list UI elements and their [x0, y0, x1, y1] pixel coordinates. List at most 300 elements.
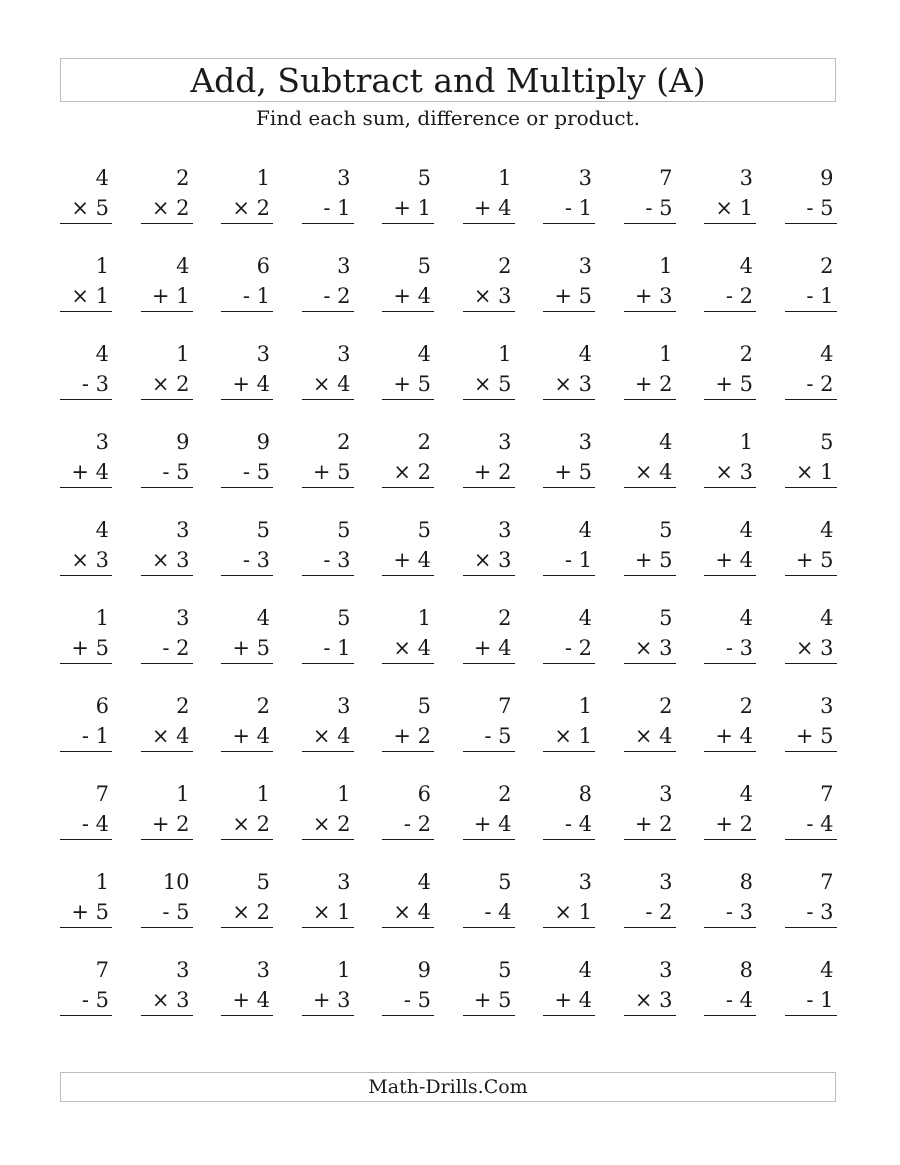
problem-top-number: 4 — [95, 518, 109, 542]
problem-top-number: 3 — [337, 342, 351, 366]
problem-top-number: 4 — [417, 870, 431, 894]
answer-line — [382, 751, 434, 752]
problem-operator-number: × 1 — [554, 900, 592, 924]
problem-top-number: 5 — [417, 254, 431, 278]
problem — [624, 782, 676, 846]
problem — [543, 870, 595, 934]
problem-top-number: 3 — [337, 166, 351, 190]
answer-line — [463, 839, 515, 840]
answer-line — [543, 223, 595, 224]
problem — [704, 958, 756, 1022]
answer-line — [141, 663, 193, 664]
problem-top-number: 5 — [498, 958, 512, 982]
problem-operator-number: × 1 — [795, 460, 834, 484]
answer-line — [463, 927, 515, 928]
answer-line — [463, 399, 515, 400]
problem-operator-number: - 4 — [81, 812, 109, 836]
problem — [141, 342, 193, 406]
problem — [463, 782, 515, 846]
problem-operator-number: - 2 — [806, 372, 834, 396]
problem — [543, 958, 595, 1022]
answer-line — [302, 311, 354, 312]
answer-line — [302, 487, 354, 488]
problem — [60, 342, 112, 406]
problem-top-number: 3 — [578, 430, 592, 454]
problem — [624, 694, 676, 758]
problem-operator-number: + 5 — [232, 636, 270, 660]
problem — [221, 958, 273, 1022]
problem — [785, 694, 837, 758]
problem-operator-number: + 4 — [393, 548, 431, 572]
problem — [382, 518, 434, 582]
answer-line — [60, 1015, 112, 1016]
problem-top-number: 4 — [578, 958, 592, 982]
answer-line — [302, 663, 354, 664]
answer-line — [704, 751, 756, 752]
problem-operator-number: - 1 — [242, 284, 270, 308]
problem — [543, 166, 595, 230]
problem — [221, 166, 273, 230]
problem — [463, 606, 515, 670]
answer-line — [463, 663, 515, 664]
answer-line — [382, 399, 434, 400]
problem — [60, 782, 112, 846]
problem-operator-number: × 3 — [795, 636, 834, 660]
problem — [60, 958, 112, 1022]
problem — [785, 870, 837, 934]
problem-top-number: 5 — [820, 430, 834, 454]
answer-line — [543, 1015, 595, 1016]
problem — [382, 606, 434, 670]
problem-top-number: 2 — [820, 254, 834, 278]
problem-top-number: 2 — [337, 430, 351, 454]
problem-top-number: 1 — [256, 782, 270, 806]
answer-line — [463, 223, 515, 224]
problem — [302, 254, 354, 318]
problem — [785, 518, 837, 582]
answer-line — [382, 663, 434, 664]
problem-top-number: 4 — [578, 606, 592, 630]
problem-top-number: 1 — [659, 254, 673, 278]
problem — [60, 606, 112, 670]
problem-top-number: 7 — [498, 694, 512, 718]
answer-line — [785, 575, 837, 576]
problem-top-number: 5 — [498, 870, 512, 894]
problem-top-number: 4 — [739, 606, 753, 630]
problem-top-number: 6 — [417, 782, 431, 806]
problem-operator-number: - 3 — [725, 900, 753, 924]
problem-operator-number: + 5 — [715, 372, 753, 396]
problem-operator-number: - 3 — [323, 548, 351, 572]
problem-top-number: 4 — [820, 342, 834, 366]
problem-top-number: 4 — [820, 606, 834, 630]
problem-top-number: 9 — [417, 958, 431, 982]
problem-top-number: 2 — [739, 342, 753, 366]
problem-top-number: 7 — [820, 782, 834, 806]
answer-line — [382, 311, 434, 312]
problem-top-number: 7 — [820, 870, 834, 894]
problem-top-number: 5 — [256, 870, 270, 894]
problem — [704, 870, 756, 934]
problem — [543, 782, 595, 846]
problem-operator-number: - 5 — [484, 724, 512, 748]
problem — [302, 518, 354, 582]
problem — [382, 166, 434, 230]
answer-line — [624, 839, 676, 840]
problem-top-number: 9 — [176, 430, 190, 454]
problem-top-number: 4 — [820, 958, 834, 982]
answer-line — [624, 311, 676, 312]
problem-top-number: 5 — [659, 518, 673, 542]
problem-operator-number: + 5 — [71, 900, 109, 924]
problem-top-number: 1 — [95, 606, 109, 630]
problem — [302, 782, 354, 846]
answer-line — [221, 663, 273, 664]
problem-top-number: 3 — [337, 254, 351, 278]
problem-top-number: 3 — [176, 606, 190, 630]
problem — [221, 606, 273, 670]
answer-line — [221, 575, 273, 576]
problem-operator-number: × 3 — [715, 460, 753, 484]
problem-top-number: 8 — [578, 782, 592, 806]
problem-operator-number: - 4 — [806, 812, 834, 836]
problem-top-number: 3 — [739, 166, 753, 190]
problem-operator-number: + 2 — [393, 724, 431, 748]
problem-top-number: 2 — [659, 694, 673, 718]
problem — [221, 782, 273, 846]
problem — [704, 166, 756, 230]
problem — [785, 782, 837, 846]
problem-operator-number: × 2 — [151, 196, 190, 220]
problem — [302, 166, 354, 230]
answer-line — [382, 1015, 434, 1016]
problem-top-number: 5 — [417, 518, 431, 542]
problem — [141, 166, 193, 230]
answer-line — [141, 223, 193, 224]
problem — [60, 518, 112, 582]
answer-line — [302, 927, 354, 928]
problem-operator-number: × 1 — [715, 196, 753, 220]
problem-operator-number: - 1 — [81, 724, 109, 748]
problem — [302, 606, 354, 670]
problem-operator-number: - 1 — [564, 548, 592, 572]
problem-top-number: 7 — [95, 782, 109, 806]
problem — [60, 254, 112, 318]
problem-top-number: 4 — [739, 782, 753, 806]
problem-operator-number: + 2 — [151, 812, 190, 836]
problem-top-number: 3 — [659, 870, 673, 894]
problem — [624, 254, 676, 318]
problem-operator-number: - 1 — [323, 196, 351, 220]
problem-top-number: 1 — [176, 782, 190, 806]
answer-line — [785, 663, 837, 664]
answer-line — [221, 399, 273, 400]
problem-operator-number: × 4 — [393, 900, 431, 924]
answer-line — [543, 927, 595, 928]
problem — [463, 518, 515, 582]
answer-line — [302, 399, 354, 400]
problem — [543, 694, 595, 758]
problem-operator-number: × 3 — [71, 548, 109, 572]
answer-line — [543, 487, 595, 488]
problem-top-number: 5 — [417, 694, 431, 718]
answer-line — [785, 399, 837, 400]
answer-line — [785, 487, 837, 488]
answer-line — [60, 487, 112, 488]
problem-top-number: 4 — [578, 342, 592, 366]
answer-line — [624, 663, 676, 664]
problem — [624, 430, 676, 494]
problem-top-number: 4 — [659, 430, 673, 454]
problem-operator-number: - 3 — [81, 372, 109, 396]
problem-operator-number: - 3 — [725, 636, 753, 660]
answer-line — [302, 751, 354, 752]
problem-operator-number: + 1 — [151, 284, 190, 308]
answer-line — [221, 927, 273, 928]
problem-top-number: 1 — [95, 870, 109, 894]
worksheet-instructions: Find each sum, difference or product. — [256, 106, 640, 130]
problem-top-number: 4 — [95, 166, 109, 190]
problem-top-number: 6 — [95, 694, 109, 718]
problem — [463, 254, 515, 318]
answer-line — [60, 839, 112, 840]
problem-operator-number: + 5 — [312, 460, 351, 484]
footer-site: Math-Drills.Com — [368, 1076, 528, 1098]
problem — [785, 166, 837, 230]
problem — [463, 166, 515, 230]
problem-operator-number: - 5 — [81, 988, 109, 1012]
problem-top-number: 3 — [498, 518, 512, 542]
problem-operator-number: - 1 — [323, 636, 351, 660]
problem — [302, 342, 354, 406]
answer-line — [221, 751, 273, 752]
answer-line — [141, 487, 193, 488]
answer-line — [221, 1015, 273, 1016]
problem-top-number: 2 — [417, 430, 431, 454]
problem-top-number: 2 — [739, 694, 753, 718]
problem — [60, 430, 112, 494]
answer-line — [221, 839, 273, 840]
problem-operator-number: + 4 — [232, 724, 270, 748]
answer-line — [382, 223, 434, 224]
problem-operator-number: × 3 — [151, 548, 190, 572]
problem-operator-number: - 2 — [162, 636, 190, 660]
problem-operator-number: + 5 — [554, 460, 592, 484]
problem — [704, 254, 756, 318]
problem — [704, 606, 756, 670]
problem-top-number: 1 — [95, 254, 109, 278]
answer-line — [221, 223, 273, 224]
problem-operator-number: + 5 — [795, 724, 834, 748]
problem-top-number: 3 — [337, 870, 351, 894]
problem-top-number: 1 — [578, 694, 592, 718]
problem-top-number: 2 — [256, 694, 270, 718]
problem-top-number: 4 — [739, 254, 753, 278]
problem — [624, 606, 676, 670]
answer-line — [624, 487, 676, 488]
problem-top-number: 5 — [659, 606, 673, 630]
problem-top-number: 7 — [659, 166, 673, 190]
problem — [382, 694, 434, 758]
problem-operator-number: - 3 — [242, 548, 270, 572]
problem — [382, 870, 434, 934]
answer-line — [543, 311, 595, 312]
problem — [785, 342, 837, 406]
answer-line — [60, 663, 112, 664]
problem-operator-number: × 1 — [71, 284, 109, 308]
problem — [141, 254, 193, 318]
problem-operator-number: × 4 — [312, 372, 351, 396]
problem-top-number: 7 — [95, 958, 109, 982]
problem-operator-number: × 3 — [554, 372, 592, 396]
answer-line — [704, 1015, 756, 1016]
problem-top-number: 5 — [256, 518, 270, 542]
answer-line — [463, 575, 515, 576]
answer-line — [60, 575, 112, 576]
problem-operator-number: - 1 — [806, 284, 834, 308]
answer-line — [463, 1015, 515, 1016]
problem — [221, 518, 273, 582]
problem-top-number: 4 — [256, 606, 270, 630]
problem — [463, 342, 515, 406]
answer-line — [302, 1015, 354, 1016]
answer-line — [704, 311, 756, 312]
problem-operator-number: - 4 — [564, 812, 592, 836]
problem-operator-number: + 5 — [634, 548, 673, 572]
problem-operator-number: + 4 — [473, 196, 512, 220]
problem-top-number: 4 — [739, 518, 753, 542]
problem — [221, 694, 273, 758]
problem-top-number: 1 — [498, 166, 512, 190]
problem-top-number: 3 — [256, 958, 270, 982]
problem — [302, 430, 354, 494]
problem-operator-number: - 3 — [806, 900, 834, 924]
problem-top-number: 3 — [820, 694, 834, 718]
answer-line — [141, 751, 193, 752]
problem-operator-number: - 5 — [403, 988, 431, 1012]
answer-line — [141, 311, 193, 312]
problem-operator-number: × 4 — [393, 636, 431, 660]
problem-operator-number: × 2 — [232, 900, 270, 924]
answer-line — [785, 927, 837, 928]
problem — [382, 254, 434, 318]
problem-top-number: 3 — [659, 958, 673, 982]
problem-operator-number: + 2 — [634, 372, 673, 396]
problem-operator-number: - 5 — [242, 460, 270, 484]
answer-line — [302, 839, 354, 840]
problem — [382, 958, 434, 1022]
problem-operator-number: × 2 — [232, 812, 270, 836]
problem-operator-number: + 5 — [473, 988, 512, 1012]
answer-line — [60, 311, 112, 312]
answer-line — [785, 839, 837, 840]
problem-operator-number: + 5 — [71, 636, 109, 660]
problem-operator-number: × 2 — [312, 812, 351, 836]
answer-line — [302, 575, 354, 576]
footer-box — [60, 1072, 836, 1102]
answer-line — [704, 399, 756, 400]
problem-operator-number: - 5 — [645, 196, 673, 220]
problem — [382, 430, 434, 494]
problem-top-number: 3 — [578, 166, 592, 190]
problem-operator-number: + 5 — [795, 548, 834, 572]
problem-top-number: 3 — [176, 518, 190, 542]
answer-line — [382, 927, 434, 928]
problem — [382, 342, 434, 406]
problem-top-number: 3 — [256, 342, 270, 366]
problem-operator-number: + 4 — [393, 284, 431, 308]
problem-operator-number: - 2 — [725, 284, 753, 308]
problem-operator-number: - 5 — [806, 196, 834, 220]
problem — [221, 870, 273, 934]
answer-line — [543, 399, 595, 400]
answer-line — [463, 311, 515, 312]
answer-line — [141, 927, 193, 928]
answer-line — [382, 575, 434, 576]
problem-operator-number: × 4 — [312, 724, 351, 748]
problem-operator-number: + 4 — [715, 548, 753, 572]
problem-operator-number: × 2 — [393, 460, 431, 484]
problem-top-number: 1 — [498, 342, 512, 366]
problem-operator-number: × 3 — [473, 548, 512, 572]
problem — [785, 254, 837, 318]
problem-operator-number: + 4 — [554, 988, 592, 1012]
worksheet-title: Add, Subtract and Multiply (A) — [190, 60, 706, 100]
problem-top-number: 1 — [337, 958, 351, 982]
answer-line — [60, 751, 112, 752]
answer-line — [624, 223, 676, 224]
problem-operator-number: - 1 — [564, 196, 592, 220]
problem-top-number: 3 — [659, 782, 673, 806]
problem-top-number: 9 — [256, 430, 270, 454]
problem-top-number: 3 — [578, 870, 592, 894]
problem-top-number: 2 — [498, 782, 512, 806]
answer-line — [141, 399, 193, 400]
problem — [704, 782, 756, 846]
problem-top-number: 1 — [739, 430, 753, 454]
problem — [221, 342, 273, 406]
problem — [141, 694, 193, 758]
problem — [704, 518, 756, 582]
problem-operator-number: - 5 — [162, 460, 190, 484]
problem — [785, 606, 837, 670]
problem-operator-number: × 4 — [151, 724, 190, 748]
problem-top-number: 5 — [337, 518, 351, 542]
problem-operator-number: × 3 — [473, 284, 512, 308]
answer-line — [221, 311, 273, 312]
problem-top-number: 4 — [578, 518, 592, 542]
answer-line — [624, 1015, 676, 1016]
answer-line — [302, 223, 354, 224]
problem-top-number: 1 — [176, 342, 190, 366]
problem-operator-number: + 5 — [554, 284, 592, 308]
problem-operator-number: × 5 — [71, 196, 109, 220]
problem-top-number: 3 — [337, 694, 351, 718]
answer-line — [704, 927, 756, 928]
problem-top-number: 10 — [162, 870, 190, 894]
problem-top-number: 9 — [820, 166, 834, 190]
problem — [221, 254, 273, 318]
problem — [704, 430, 756, 494]
problem-operator-number: - 5 — [162, 900, 190, 924]
problem — [302, 870, 354, 934]
problem-operator-number: + 4 — [473, 636, 512, 660]
problem-top-number: 4 — [95, 342, 109, 366]
problem-top-number: 3 — [176, 958, 190, 982]
problem-operator-number: + 1 — [393, 196, 431, 220]
answer-line — [382, 487, 434, 488]
problem-top-number: 1 — [417, 606, 431, 630]
